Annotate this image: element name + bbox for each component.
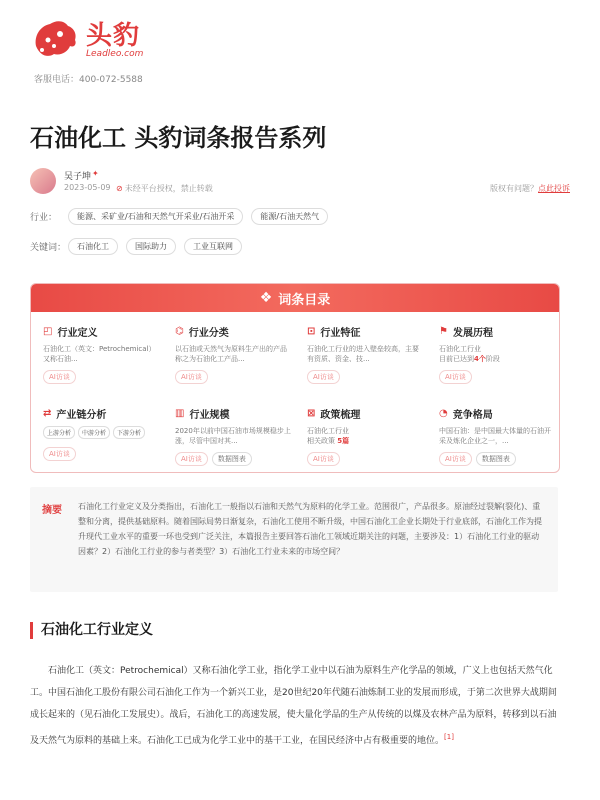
abstract-box [30, 487, 558, 592]
copyright-notice-text: 未经平台授权，禁止转载 [124, 184, 213, 193]
catalog-item-title: 行业特征 [320, 328, 361, 339]
chip-group [175, 370, 293, 384]
catalog-item-title: 发展历程 [452, 328, 493, 339]
catalog-item-desc [439, 344, 557, 364]
ai-interview-chip[interactable]: AI访谈 [43, 370, 76, 384]
catalog-item-title-row [439, 324, 557, 339]
abstract-label: 摘要 [42, 505, 62, 516]
avatar[interactable] [30, 168, 56, 194]
policy-count: 5篇 [337, 437, 350, 445]
chain-sub-tags [43, 426, 161, 439]
catalog-item-title-row [307, 406, 425, 421]
catalog-title: 词条目录 [278, 292, 331, 308]
catalog-item-title-row [439, 406, 557, 421]
ai-interview-chip[interactable]: AI访谈 [43, 447, 76, 461]
chip-group [43, 447, 161, 461]
classification-icon: ⌬ [175, 326, 184, 337]
abstract-text: 石油化工行业定义及分类指出，石油化工一般指以石油和天然气为原料的化学工业。范围很广，产品很多。原油经过裂解(裂化)、重整和分离，提供基础原料。随着国际局势日渐复杂，石油化工使用不断升级，中国石油化工企业长期处于行业底部，石油化工作为提升现代工业水平的重要一环也受到广泛关注，本篇报告主要回答石油化工领域近期关注的问题，主要涉及：1）石油化工行业的驱动因素？2）石油化工行业的参与者类型？3）石油化工行业未来的市场空间？ [78, 502, 542, 556]
catalog-panel [30, 283, 560, 473]
author-name[interactable]: 吴子坤 [64, 172, 92, 182]
catalog-item-desc: 石油化工（英文：Petrochemical）又称石油... [43, 345, 156, 363]
brand-text [86, 21, 143, 59]
section-body [30, 660, 558, 752]
leopard-logo-icon [30, 16, 80, 64]
catalog-item-history[interactable] [439, 324, 557, 384]
midstream-tag[interactable]: 中游分析 [78, 426, 110, 439]
catalog-item-policy[interactable] [307, 406, 425, 466]
ai-interview-chip[interactable]: AI访谈 [307, 452, 340, 466]
keyword-tag[interactable]: 国际助力 [126, 238, 176, 255]
copyright-notice [116, 183, 213, 194]
report-link[interactable]: 点此投诉 [538, 184, 570, 193]
keywords-row [30, 238, 250, 255]
chip-group [439, 452, 557, 466]
catalog-header [31, 284, 559, 312]
catalog-item-feature[interactable] [307, 324, 425, 384]
industry-tag[interactable]: 能源、采矿业/石油和天然气开采业/石油开采 [68, 208, 243, 225]
section-body-text: 石油化工（英文：Petrochemical）又称石油化学工业，指化学工业中以石油为原料生产化学品的领域，广义上也包括天然气化工。中国石油化工股份有限公司石油化工作为一个新兴工业，是20世纪20年代随石油炼制工业的发展而形成，于第二次世界大战期间成长起来的（见石油化工发展史）。战后，石油化工的高速发展，使大量化学品的生产从传统的以煤及农林产品为原料，转移到以石油及天然气为原料的基础上来。石油化工已成为化学工业中的基干工业，在国民经济中占有极重要的地位。 [30, 666, 557, 746]
catalog-item-title: 行业分类 [188, 328, 229, 339]
reference-link[interactable]: [1] [444, 733, 454, 741]
catalog-item-title: 行业规模 [189, 410, 230, 421]
catalog-item-desc: 中国石油：是中国最大体量的石油开采及炼化企业之一，... [439, 427, 551, 445]
industry-tag[interactable]: 能源/石油天然气 [251, 208, 328, 225]
catalog-desc-prefix: 相关政策 [307, 437, 338, 445]
upstream-tag[interactable]: 上游分析 [43, 426, 75, 439]
chain-icon: ⇄ [43, 408, 52, 419]
catalog-item-title-row [307, 324, 425, 339]
industry-row [30, 208, 336, 225]
catalog-item-chain[interactable] [43, 406, 161, 461]
scale-icon: ▥ [175, 408, 185, 419]
chip-group [307, 452, 425, 466]
catalog-item-desc: 以石油或天然气为原料生产出的产品称之为石油化工产品... [175, 345, 287, 363]
ai-interview-chip[interactable]: AI访谈 [439, 452, 472, 466]
prohibited-icon: ⊘ [116, 184, 123, 193]
downstream-tag[interactable]: 下游分析 [113, 426, 145, 439]
catalog-item-title-row [175, 406, 293, 421]
competition-icon: ◔ [439, 408, 448, 419]
keywords-label: 关键词： [30, 243, 67, 253]
catalog-item-classification[interactable] [175, 324, 293, 384]
page-title: 石油化工 头豹词条报告系列 [30, 124, 327, 152]
publish-date: 2023-05-09 [64, 183, 111, 192]
ai-interview-chip[interactable]: AI访谈 [307, 370, 340, 384]
catalog-item-competition[interactable] [439, 406, 557, 466]
catalog-item-title: 行业定义 [57, 328, 98, 339]
ai-interview-chip[interactable]: AI访谈 [175, 370, 208, 384]
stage-count: 4个 [474, 355, 486, 363]
author-row [30, 168, 570, 198]
catalog-item-desc: 2020年以前中国石油市场规模稳步上涨，尽管中国对其... [175, 427, 291, 445]
catalog-item-title: 竞争格局 [452, 410, 493, 421]
leopard-icon: ❖ [259, 290, 273, 306]
brand-name-en: Leadleo.com [86, 49, 144, 59]
keyword-tag[interactable]: 石油化工 [68, 238, 118, 255]
catalog-desc-suffix: 阶段 [485, 355, 500, 363]
report-area [490, 183, 570, 194]
chip-group [43, 370, 161, 384]
section-title: 石油化工行业定义 [30, 622, 153, 639]
chip-group [307, 370, 425, 384]
report-prefix: 版权有问题？ [490, 184, 538, 193]
chip-group [175, 452, 293, 466]
ai-interview-chip[interactable]: AI访谈 [439, 370, 472, 384]
feature-icon: ⊡ [307, 326, 316, 337]
catalog-item-title-row [175, 324, 293, 339]
data-chart-chip[interactable]: 数据图表 [212, 452, 252, 466]
top-bar [0, 0, 600, 6]
catalog-item-desc: 石油化工行业的进入壁垒较高，主要有资质、资金、技... [307, 345, 419, 363]
brand-logo[interactable] [30, 16, 143, 64]
ai-interview-chip[interactable]: AI访谈 [175, 452, 208, 466]
catalog-desc-prefix: 目前已达到 [439, 355, 474, 363]
catalog-desc-line1: 石油化工行业 [439, 345, 481, 353]
author-badge-icon: ✦ [92, 169, 99, 178]
catalog-grid [31, 312, 559, 472]
chip-group [439, 370, 557, 384]
data-chart-chip[interactable]: 数据图表 [476, 452, 516, 466]
catalog-item-title-row [43, 406, 161, 421]
catalog-desc-line1: 石油化工行业 [307, 427, 349, 435]
customer-hotline: 客服电话：400-072-5588 [34, 75, 143, 85]
history-icon: ⚑ [439, 326, 448, 337]
brand-name-cn: 头豹 [86, 21, 141, 51]
catalog-item-scale[interactable] [175, 406, 293, 466]
catalog-item-title: 政策梳理 [320, 410, 361, 421]
catalog-item-desc [307, 426, 425, 446]
policy-icon: ⊠ [307, 408, 316, 419]
catalog-item-definition[interactable] [43, 324, 161, 384]
keyword-tag[interactable]: 工业互联网 [184, 238, 242, 255]
definition-icon: ◰ [43, 326, 53, 337]
industry-label: 行业： [30, 213, 58, 223]
catalog-item-title-row [43, 324, 161, 339]
catalog-item-title: 产业链分析 [56, 410, 107, 421]
